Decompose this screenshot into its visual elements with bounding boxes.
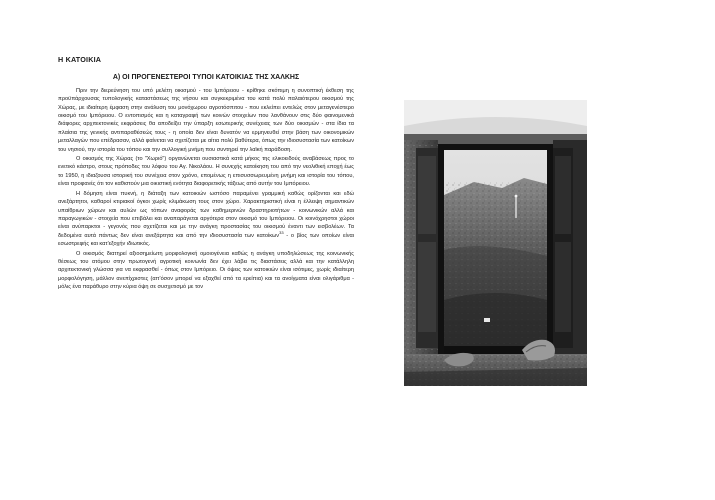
paragraph-1: Πριν την διερεύνηση του υπό μελέτη οικισμού - του Ιμπόρειου - κρίθηκε σκόπιμη η συνοπτική έκθεση της προϋπάρχουσας τυπολογικής καταστάσεως της νήσου και συγκεκριμένα του κατά πολύ παλαιότερου οικισμού της Χώρας, με ιδιαίτερη έμφαση στην ανάλυση του μονόχωρου αγροτόσπιτου - που εκλείπει εντελώς στον μεταγενέστερο οικισμό του Ιμπόρειου. Ο εντοπισμός και η καταγραφή των κοινών στοιχείων που λανθάνουν στις δύο φαινομενικά διάφορες αρχιτεκτονικές εκφράσεις θα αποδείξει την ύπαρξη εσωτερικής συνέχειας των δύο οικισμών - στα ίδια τα πλαίσια της γενικής αντιπαραθέσεώς τους - η οποία δεν είναι δυνατόν να ερμηνευθεί στην βάση των οικονομικών μεταλλαγών που επέδρασαν, αλλά φαίνεται να σχετίζεται με αίτια πολύ βαθύτερα, όπως την ιδιοσυστασία των κατοίκων του νησιού, την ιστορία του τόπου και την συλλογική μνήμη που συντηρεί την λαϊκή παράδοση. (58, 87, 354, 153)
paragraph-4: Ο οικισμός διατηρεί αξιοσημείωτη μορφολογική ομοιογένεια καθώς η ανάγκη υποδηλώσεως της κοινωνικής θέσεως του ατόμου στην πρωτογενή αγροτική κοινωνία δεν έχει λάβει τις διαστάσεις αλλά και την κατάλληλη αρχιτεκτονική γλώσσα για να εκφρασθεί - όπως στον Ιμπόρειο. Οι όψεις των κατοικιών είναι ισότιμες, χωρίς ιδιαίτερη μορφολόγηση, μάλλον ανεπίχριστες (απ'όσον μπορεί να εξαχθεί από τα ερείπια) και τα ανοίγματα είναι ολιγάριθμα - μόλις ένα παράθυρο στην κύρια όψη σε συσχετισμό με τον (58, 250, 354, 291)
doorway-photo-illustration (404, 100, 587, 386)
doorway-photo (404, 100, 587, 386)
section-heading: Α) ΟΙ ΠΡΟΓΕΝΕΣΤΕΡΟΙ ΤΥΠΟΙ ΚΑΤΟΙΚΙΑΣ ΤΗΣ ΧΑΛΚΗΣ (112, 74, 300, 82)
paragraph-2: Ο οικισμός της Χώρας (το "Χωριό") οργανώνεται ουσιαστικά κατά μήκος της ελικοειδούς αναβάσεως προς το ενετικό κάστρο, στους πρόποδες του λόφου του Αγ. Νικολάου. Η συνεχής κατοίκηση του από την νεολιθική εποχή έως το 1950, η ιδιαζουσα ιστορική του συνέχεια στον χρόνο, επομένως η επισυσσωρευμένη μνήμη και ιστορία του τόπου, είναι προφανές ότι τον καθιστούν μια οικιστική ενότητα διαφορετικής τάξεως από αυτήν του Ιμπόρειου. (58, 156, 354, 188)
paragraph-3: Η δόμηση είναι πυκνή, η διάταξη των κατοικιών ωστόσο παραμένει γραμμική καθώς ορίζονται και εδώ ανεξάρτητοι, καθαροί κτιριακοί όγκοι χωρίς κλιμάκωση τους στον χώρο. Χαρακτηριστική είναι η έλλειψη σημαντικών υπαίθριων χώρων και αυλών ως τόπων αναφοράς των καθημερινών δραστηριοτήτων - κοινωνικών αλλά και παραγωγικών - στοιχεία που επιβάλει και αναπαράγεται αργότερα στον οικισμό του Ιμπόρειου. Οι κοινόχρηστοι χώροι είναι ανύπαρκτοι - γεγονός που σχετίζεται και με την ανάγκη προστασίας του οικισμού έναντι των εισβολέων. Τα δεδομένα αυτά πάντως δεν είναι ανεξάρτητα και από την ιδιοσυστασία των κατοίκων$^{33}$ - ο βίος των οποίων είναι εσωστρεφής και κατ'εξοχήν ιδιωτικός. (58, 190, 355, 248)
footnote-marker: 33 (279, 229, 284, 235)
text-page (58, 56, 354, 292)
page-title: Η ΚΑΤΟΙΚΙΑ (58, 55, 102, 64)
